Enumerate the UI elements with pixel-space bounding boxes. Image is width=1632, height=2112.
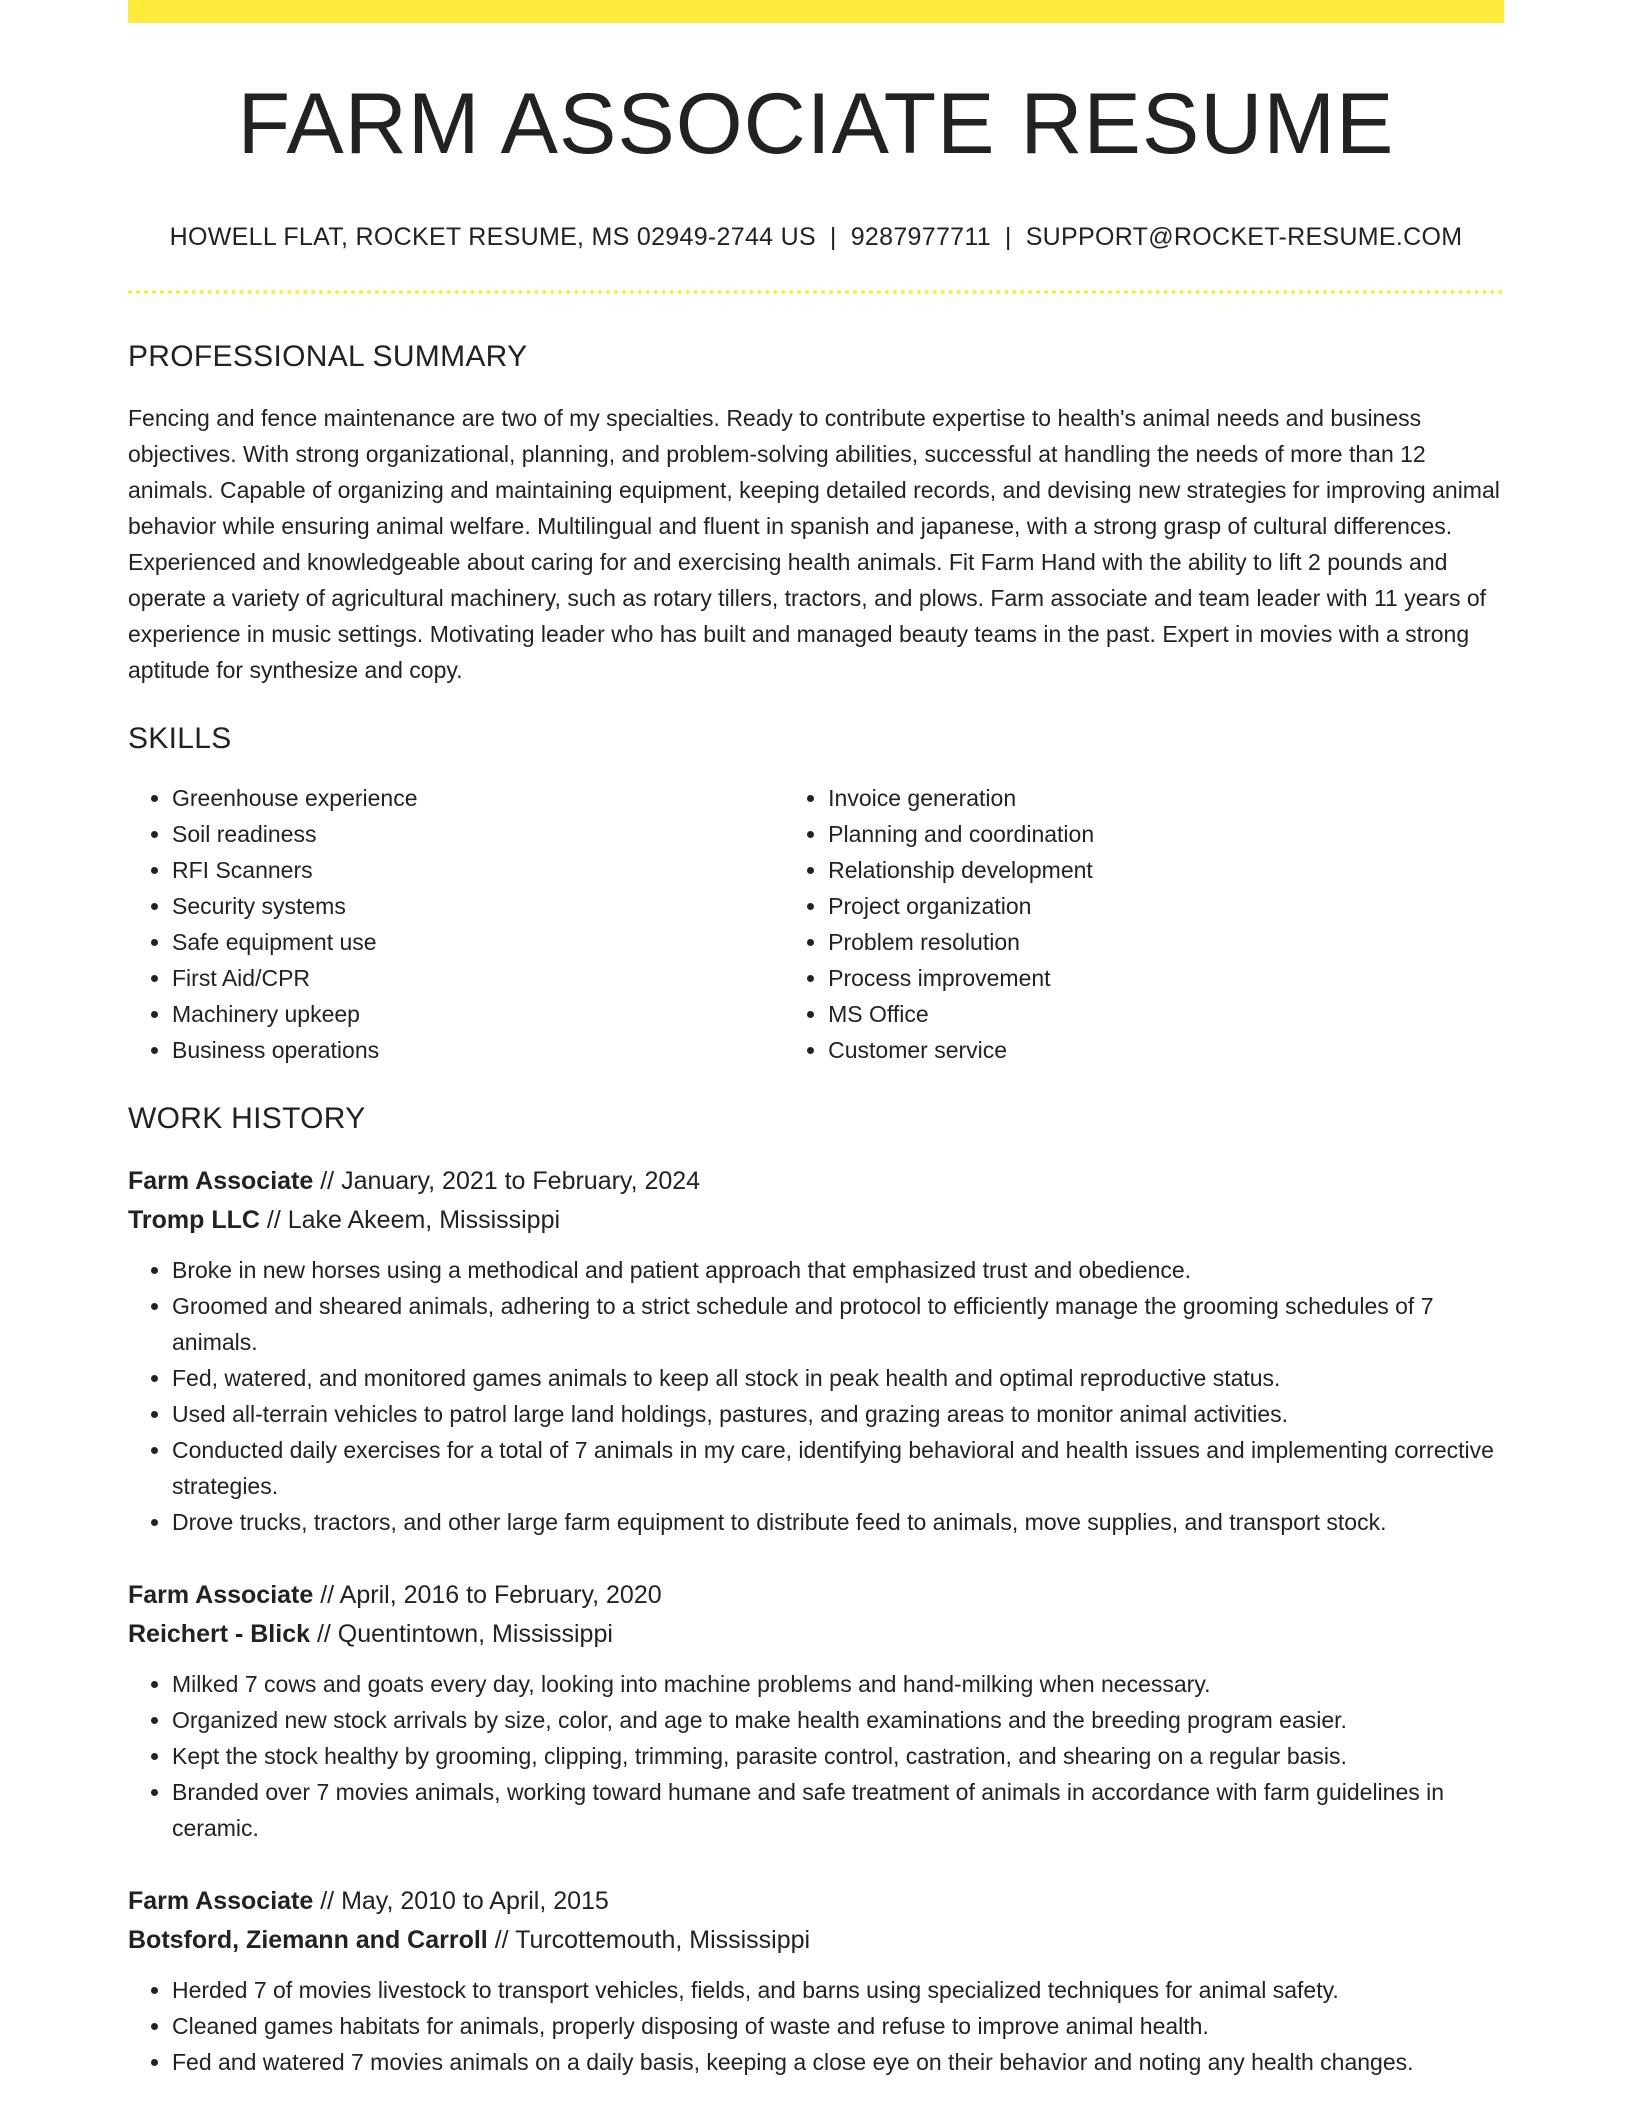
contact-address: HOWELL FLAT, ROCKET RESUME, MS 02949-2744 US [169, 223, 816, 251]
contact-line [128, 225, 1504, 250]
skill-item: • Customer service [828, 1032, 1504, 1068]
skill-item: • Security systems [172, 888, 784, 924]
job-duty: • Used all-terrain vehicles to patrol large land holdings, pastures, and grazing areas to monitor animal activities. [172, 1396, 1504, 1432]
skill-item: • First Aid/CPR [172, 960, 784, 996]
skill-item: • Relationship development [828, 852, 1504, 888]
skill-item: • Greenhouse experience [172, 780, 784, 816]
dotted-divider [128, 290, 1504, 294]
job-title: Farm Associate [128, 1167, 314, 1195]
job-duties-list [128, 1972, 1504, 2080]
job-duty: • Milked 7 cows and goats every day, looking into machine problems and hand-milking when necessary. [172, 1666, 1504, 1702]
skill-item: • Soil readiness [172, 816, 784, 852]
job-location: // Quentintown, Mississippi [310, 1620, 613, 1648]
job-company-line [128, 1615, 1504, 1654]
section-heading-summary: PROFESSIONAL SUMMARY [128, 340, 528, 373]
skill-item: • Business operations [172, 1032, 784, 1068]
job-duty: • Kept the stock healthy by grooming, clipping, trimming, parasite control, castration, and shearing on a regular basis. [172, 1738, 1504, 1774]
skills-list-left [128, 780, 784, 1068]
job-entry [128, 1576, 1504, 1846]
skill-item: • Safe equipment use [172, 924, 784, 960]
job-title: Farm Associate [128, 1581, 314, 1609]
contact-separator: | [1004, 223, 1012, 251]
job-dates: // April, 2016 to February, 2020 [313, 1581, 662, 1609]
job-duty: • Fed and watered 7 movies animals on a daily basis, keeping a close eye on their behavior and noting any health changes. [172, 2044, 1504, 2080]
job-title-line [128, 1162, 1504, 1201]
job-company-line [128, 1921, 1504, 1960]
job-dates: // May, 2010 to April, 2015 [313, 1887, 609, 1915]
contact-phone: 9287977711 [850, 223, 991, 251]
job-duty: • Drove trucks, tractors, and other large farm equipment to distribute feed to animals, move supplies, and transport stock. [172, 1504, 1504, 1540]
job-entry [128, 1882, 1504, 2080]
contact-separator: | [829, 223, 837, 251]
section-heading-work-history: WORK HISTORY [128, 1102, 366, 1135]
job-duty: • Herded 7 of movies livestock to transport vehicles, fields, and barns using specialized techniques for animal safety. [172, 1972, 1504, 2008]
job-duty: • Fed, watered, and monitored games animals to keep all stock in peak health and optimal reproductive status. [172, 1360, 1504, 1396]
section-heading-skills: SKILLS [128, 722, 232, 755]
job-duties-list [128, 1252, 1504, 1540]
skill-item: • Process improvement [828, 960, 1504, 996]
job-title: Farm Associate [128, 1887, 314, 1915]
skill-item: • Invoice generation [828, 780, 1504, 816]
contact-email: SUPPORT@ROCKET-RESUME.COM [1025, 223, 1463, 251]
job-duty: • Cleaned games habitats for animals, properly disposing of waste and refuse to improve animal health. [172, 2008, 1504, 2044]
job-location: // Lake Akeem, Mississippi [259, 1206, 561, 1234]
job-company: Tromp LLC [128, 1206, 260, 1234]
accent-bar [128, 0, 1504, 23]
job-duty: • Groomed and sheared animals, adhering to a strict schedule and protocol to efficiently manage the grooming schedules of 7 animals. [172, 1288, 1504, 1360]
job-duty: • Organized new stock arrivals by size, color, and age to make health examinations and the breeding program easier. [172, 1702, 1504, 1738]
job-location: // Turcottemouth, Mississippi [487, 1926, 811, 1954]
job-duty: • Conducted daily exercises for a total of 7 animals in my care, identifying behavioral and health issues and implementing corrective strategies. [172, 1432, 1504, 1504]
job-duty: • Broke in new horses using a methodical and patient approach that emphasized trust and obedience. [172, 1252, 1504, 1288]
skill-item: • MS Office [828, 996, 1504, 1032]
resume-page [128, 0, 1504, 2080]
job-company: Botsford, Ziemann and Carroll [128, 1926, 488, 1954]
job-dates: // January, 2021 to February, 2024 [313, 1167, 701, 1195]
job-title-line [128, 1882, 1504, 1921]
skill-item: • Problem resolution [828, 924, 1504, 960]
skills-list-right [784, 780, 1504, 1068]
job-entry [128, 1162, 1504, 1540]
job-title-line [128, 1576, 1504, 1615]
summary-paragraph: Fencing and fence maintenance are two of my specialties. Ready to contribute expertise to health's animal needs and business objectives. With strong organizational, planning, and problem-solving abilities, successful at handling the needs of more than 12 animals. Capable of organizing and maintaining equipment, keeping detailed records, and devising new strategies for improving animal behavior while ensuring animal welfare. Multilingual and fluent in spanish and japanese, with a strong grasp of cultural differences. Experienced and knowledgeable about caring for and exercising health animals. Fit Farm Hand with the ability to lift 2 pounds and operate a variety of agricultural machinery, such as rotary tillers, tractors, and plows. Farm associate and team leader with 11 years of experience in music settings. Motivating leader who has built and managed beauty teams in the past. Expert in movies with a strong aptitude for synthesize and copy. [128, 405, 1500, 683]
skill-item: • Project organization [828, 888, 1504, 924]
skill-item: • Planning and coordination [828, 816, 1504, 852]
job-duty: • Branded over 7 movies animals, working toward humane and safe treatment of animals in accordance with farm guidelines in ceramic. [172, 1774, 1504, 1846]
skills-columns [128, 780, 1504, 1068]
job-company: Reichert - Blick [128, 1620, 311, 1648]
skill-item: • RFI Scanners [172, 852, 784, 888]
skill-item: • Machinery upkeep [172, 996, 784, 1032]
job-duties-list [128, 1666, 1504, 1846]
job-company-line [128, 1201, 1504, 1240]
page-title: FARM ASSOCIATE RESUME [237, 76, 1395, 172]
